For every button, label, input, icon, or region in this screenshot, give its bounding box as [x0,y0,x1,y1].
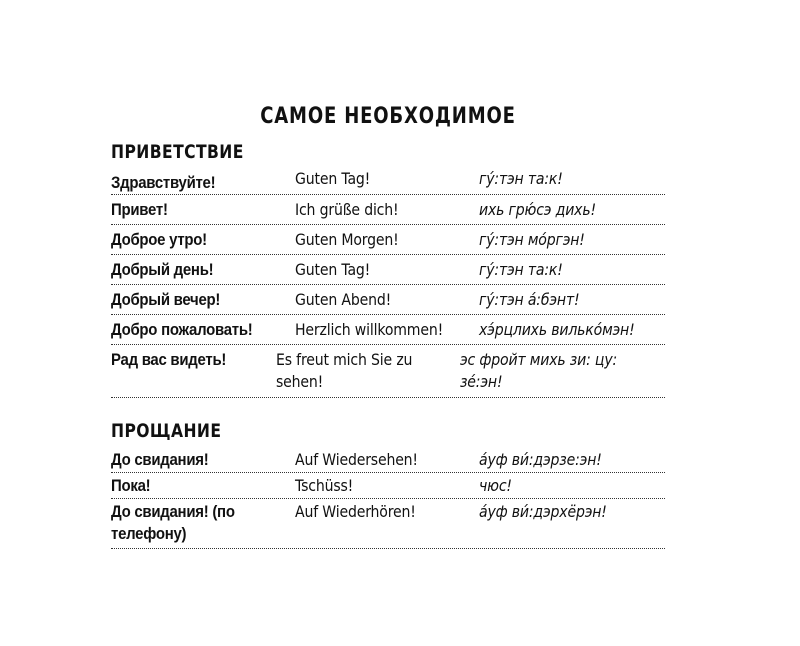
german-phrase: Es freut mich Sie zu sehen! [276,350,413,391]
transcription: хэ́рцлихь вилько́мэн! [479,320,635,339]
german-phrase: Auf Wiederhören! [295,502,416,521]
page-title: САМОЕ НЕОБХОДИМОЕ [260,104,516,129]
phrasebook-page [111,100,665,549]
transcription: а́уф ви́:дэрхёрэн! [479,502,607,521]
transcription: гу́:тэн та:к! [479,169,563,188]
table-row [111,255,665,285]
table-row [111,195,665,225]
table-row [111,473,665,499]
russian-phrase: Добрый день! [111,260,214,279]
russian-phrase: Добрый вечер! [111,290,221,309]
table-row [111,315,665,345]
transcription: эс фройт михь зи: цу: зе́:эн! [460,350,618,391]
transcription: а́уф ви́:дэрзе:эн! [479,450,602,469]
german-phrase: Tschüss! [295,476,354,495]
table-row [111,345,665,398]
russian-phrase: Здравствуйте! [111,173,216,192]
transcription: чюс! [479,476,512,495]
russian-phrase: Доброе утро! [111,230,207,249]
section-heading-greetings: ПРИВЕТСТВИЕ [111,141,244,163]
table-row [111,446,665,473]
table-row [111,166,665,195]
table-row [111,225,665,255]
german-phrase: Ich grüße dich! [295,200,399,219]
russian-phrase: До свидания! (по телефону) [111,502,235,543]
russian-phrase: Рад вас видеть! [111,350,227,369]
russian-phrase: Привет! [111,200,168,219]
farewells-table [111,446,665,549]
transcription: гу́:тэн та:к! [479,260,563,279]
russian-phrase: Пока! [111,476,151,495]
table-row [111,285,665,315]
russian-phrase: Добро пожаловать! [111,320,253,339]
german-phrase: Guten Tag! [295,260,371,279]
german-phrase: Guten Abend! [295,290,392,309]
russian-phrase: До свидания! [111,450,209,469]
transcription: гу́:тэн а́:бэнт! [479,290,580,309]
german-phrase: Guten Tag! [295,169,371,188]
section-heading-farewells: ПРОЩАНИЕ [111,420,222,442]
german-phrase: Guten Morgen! [295,230,399,249]
german-phrase: Auf Wiedersehen! [295,450,418,469]
table-row [111,499,665,549]
transcription: ихь грю́сэ дихь! [479,200,596,219]
transcription: гу́:тэн мо́ргэн! [479,230,585,249]
greetings-table [111,166,665,398]
german-phrase: Herzlich willkommen! [295,320,444,339]
